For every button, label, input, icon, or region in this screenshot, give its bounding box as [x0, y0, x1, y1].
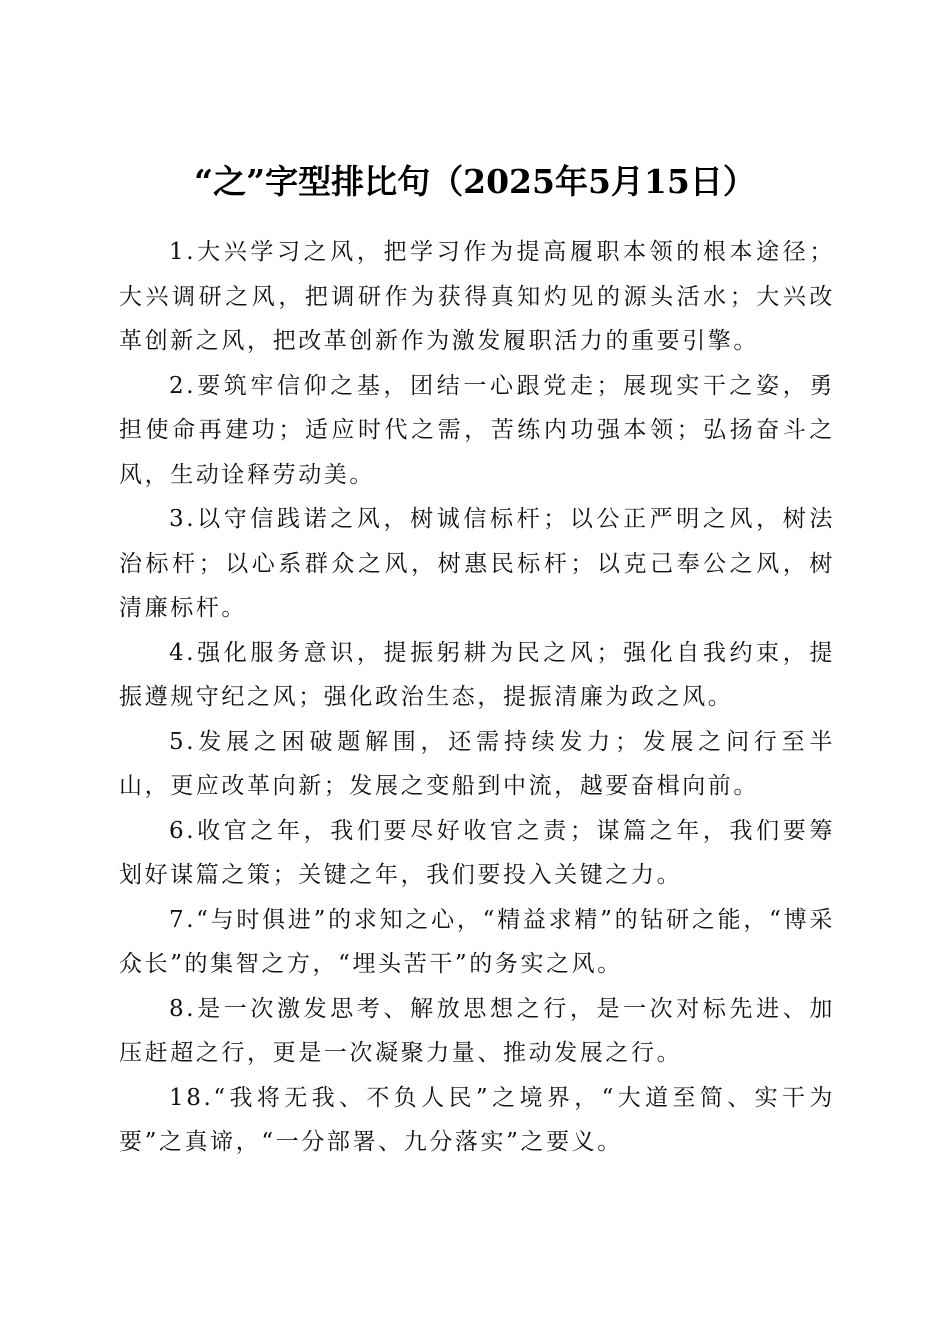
document-body	[119, 230, 835, 1165]
paragraph-4: 4.强化服务意识，提振躬耕为民之风；强化自我约束，提振遵规守纪之风；强化政治生态，提振清廉为政之风。	[119, 639, 835, 710]
paragraph-7: 7.“与时俱进”的求知之心，“精益求精”的钻研之能，“博采众长”的集智之方，“埋头苦干”的务实之风。	[119, 906, 835, 977]
paragraph-18: 18.“我将无我、不负人民”之境界，“大道至简、实干为要”之真谛，“一分部署、九分落实”之要义。	[119, 1084, 835, 1155]
paragraph-8: 8.是一次激发思考、解放思想之行，是一次对标先进、加压赶超之行，更是一次凝聚力量、推动发展之行。	[119, 995, 835, 1066]
paragraph-1: 1.大兴学习之风，把学习作为提高履职本领的根本途径；大兴调研之风，把调研作为获得真知灼见的源头活水；大兴改革创新之风，把改革创新作为激发履职活力的重要引擎。	[119, 239, 835, 354]
paragraph-2: 2.要筑牢信仰之基，团结一心跟党走；展现实干之姿，勇担使命再建功；适应时代之需，苦练内功强本领；弘扬奋斗之风，生动诠释劳动美。	[119, 372, 835, 488]
document-title: “之”字型排比句（2025年5月15日）	[194, 162, 756, 202]
paragraph-3: 3.以守信践诺之风，树诚信标杆；以公正严明之风，树法治标杆；以心系群众之风，树惠民标杆；以克己奉公之风，树清廉标杆。	[119, 506, 835, 621]
paragraph-5: 5.发展之困破题解围，还需持续发力；发展之问行至半山，更应改革向新；发展之变船到中流，越要奋楫向前。	[119, 728, 835, 799]
paragraph-6: 6.收官之年，我们要尽好收官之责；谋篇之年，我们要筹划好谋篇之策；关键之年，我们要投入关键之力。	[119, 817, 835, 888]
